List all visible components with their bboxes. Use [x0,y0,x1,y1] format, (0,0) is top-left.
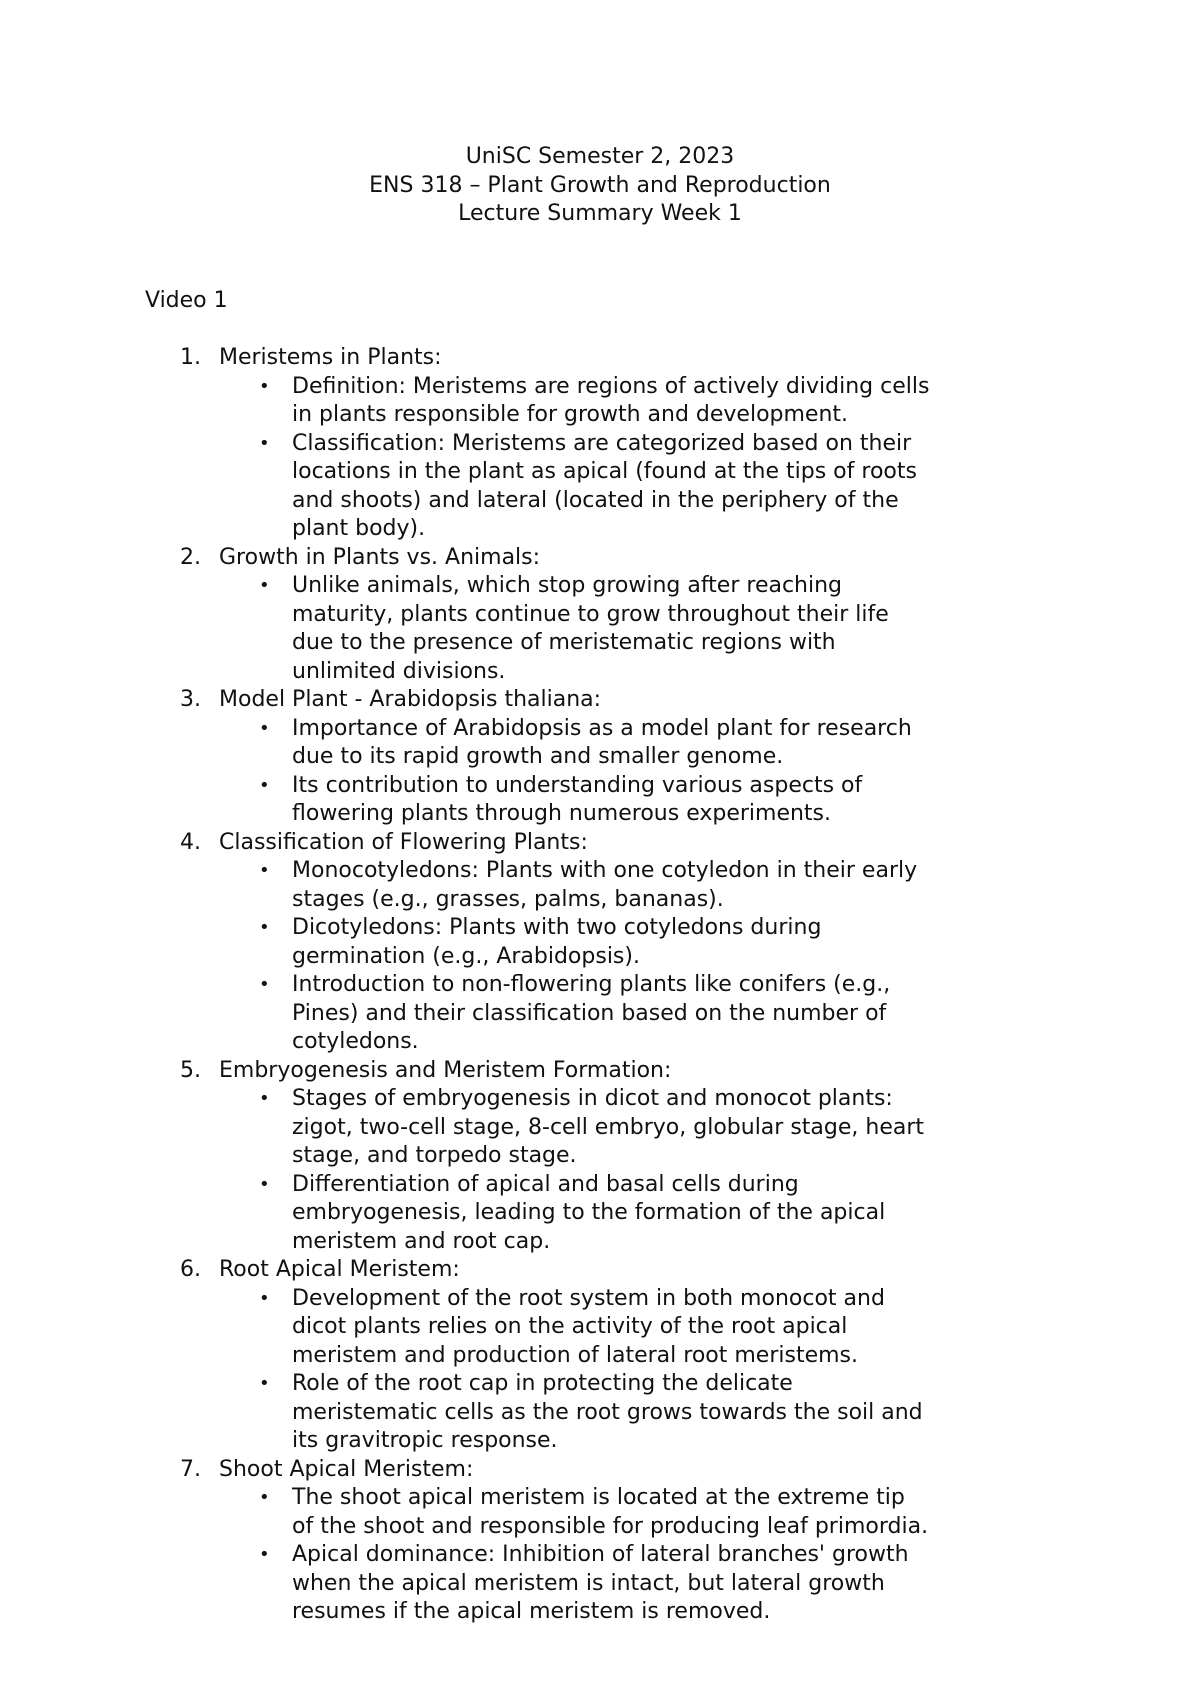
header-semester: UniSC Semester 2, 2023 [465,144,735,169]
bullet-point [219,715,932,772]
bullet-point [219,772,932,829]
topic-number: 3. [180,687,201,712]
bullet-icon: • [259,375,270,397]
bullet-point [219,1285,932,1371]
topic-item [0,1256,1200,1456]
bullet-text: Stages of embryogenesis in dicot and monocot plants: zigot, two-cell stage, 8-cell embryo, globular stage, heart stage, and torpedo stage. [292,1086,925,1168]
topic-item [0,686,1200,829]
bullet-icon: • [259,917,270,938]
topic-item [0,1456,1200,1627]
bullet-icon: • [259,575,270,596]
bullet-text: The shoot apical meristem is located at the extreme tip of the shoot and responsible for producing leaf primordia. [292,1485,929,1539]
bullet-icon: • [259,432,270,454]
topic-title: Root Apical Meristem: [219,1257,460,1282]
bullet-icon: • [259,860,270,881]
bullet-text: Development of the root system in both monocot and dicot plants relies on the activity of the root apical meristem and production of lateral root meristems. [292,1285,885,1368]
bullet-text: Dicotyledons: Plants with two cotyledons during germination (e.g., Arabidopsis). [292,915,822,969]
topic-title: Embryogenesis and Meristem Formation: [219,1057,672,1083]
bullet-text: Unlike animals, which stop growing after reaching maturity, plants continue to grow throughout their life due to the presence of meristematic regions with unlimited divisions. [292,573,889,684]
bullet-icon: • [259,717,270,739]
bullet-icon: • [259,774,270,796]
bullet-list [219,1285,1200,1456]
bullet-icon: • [259,1173,270,1195]
bullet-point [219,1370,932,1456]
header-summary-title: Lecture Summary Week 1 [458,201,742,226]
topic-number: 5. [180,1057,201,1083]
topic-title: Shoot Apical Meristem: [219,1456,474,1482]
bullet-point [219,430,932,544]
topic-item [0,344,1200,544]
bullet-list [219,857,1200,1057]
bullet-point [219,914,932,971]
bullet-point [219,1171,932,1257]
bullet-list [219,1484,1200,1627]
bullet-text: Its contribution to understanding various aspects of flowering plants through numerous experiments. [292,772,863,826]
bullet-point [219,373,932,430]
bullet-list [219,1085,1200,1256]
topic-item [0,829,1200,1057]
bullet-text: Differentiation of apical and basal cells during embryogenesis, leading to the formation of the apical meristem and root cap. [292,1171,886,1254]
bullet-text: Introduction to non-flowering plants like conifers (e.g., Pines) and their classification based on the number of cotyledons. [292,972,891,1054]
topic-number: 7. [180,1456,201,1482]
bullet-point [219,971,932,1057]
topic-title: Model Plant - Arabidopsis thaliana: [219,687,602,712]
document-header [0,143,1200,229]
topic-item [0,544,1200,687]
bullet-list [219,572,1200,686]
bullet-text: Definition: Meristems are regions of actively dividing cells in plants responsible for growth and development. [292,373,930,427]
bullet-text: Apical dominance: Inhibition of lateral branches' growth when the apical meristem is intact, but lateral growth resumes if the apical meristem is removed. [292,1542,909,1624]
topic-number: 2. [180,544,201,570]
bullet-icon: • [259,1088,270,1109]
bullet-point [219,857,932,914]
bullet-text: Monocotyledons: Plants with one cotyledon in their early stages (e.g., grasses, palms, bananas). [292,858,918,912]
topic-list [0,344,1200,1627]
bullet-text: Classification: Meristems are categorized based on their locations in the plant as apical (found at the tips of roots and shoots) and lateral (located in the periphery of the plant body). [292,430,917,541]
topic-title: Meristems in Plants: [219,345,442,370]
topic-title: Growth in Plants vs. Animals: [219,544,541,570]
topic-number: 1. [180,345,201,370]
bullet-point [219,1541,932,1627]
bullet-list [219,715,1200,829]
bullet-text: Role of the root cap in protecting the delicate meristematic cells as the root grows towards the soil and its gravitropic response. [292,1371,923,1453]
bullet-icon: • [259,1544,270,1565]
bullet-text: Importance of Arabidopsis as a model plant for research due to its rapid growth and smaller genome. [292,715,912,769]
topic-number: 6. [180,1257,201,1282]
bullet-icon: • [259,974,270,995]
topic-item [0,1057,1200,1257]
bullet-point [219,572,932,686]
section-label: Video 1 [145,288,228,313]
bullet-icon: • [259,1287,270,1309]
topic-title: Classification of Flowering Plants: [219,829,588,855]
topic-number: 4. [180,829,201,855]
bullet-list [219,373,1200,544]
bullet-point [219,1085,932,1171]
header-course-title: ENS 318 – Plant Growth and Reproduction [369,172,831,198]
bullet-icon: • [259,1373,270,1394]
bullet-icon: • [259,1487,270,1508]
bullet-point [219,1484,932,1541]
